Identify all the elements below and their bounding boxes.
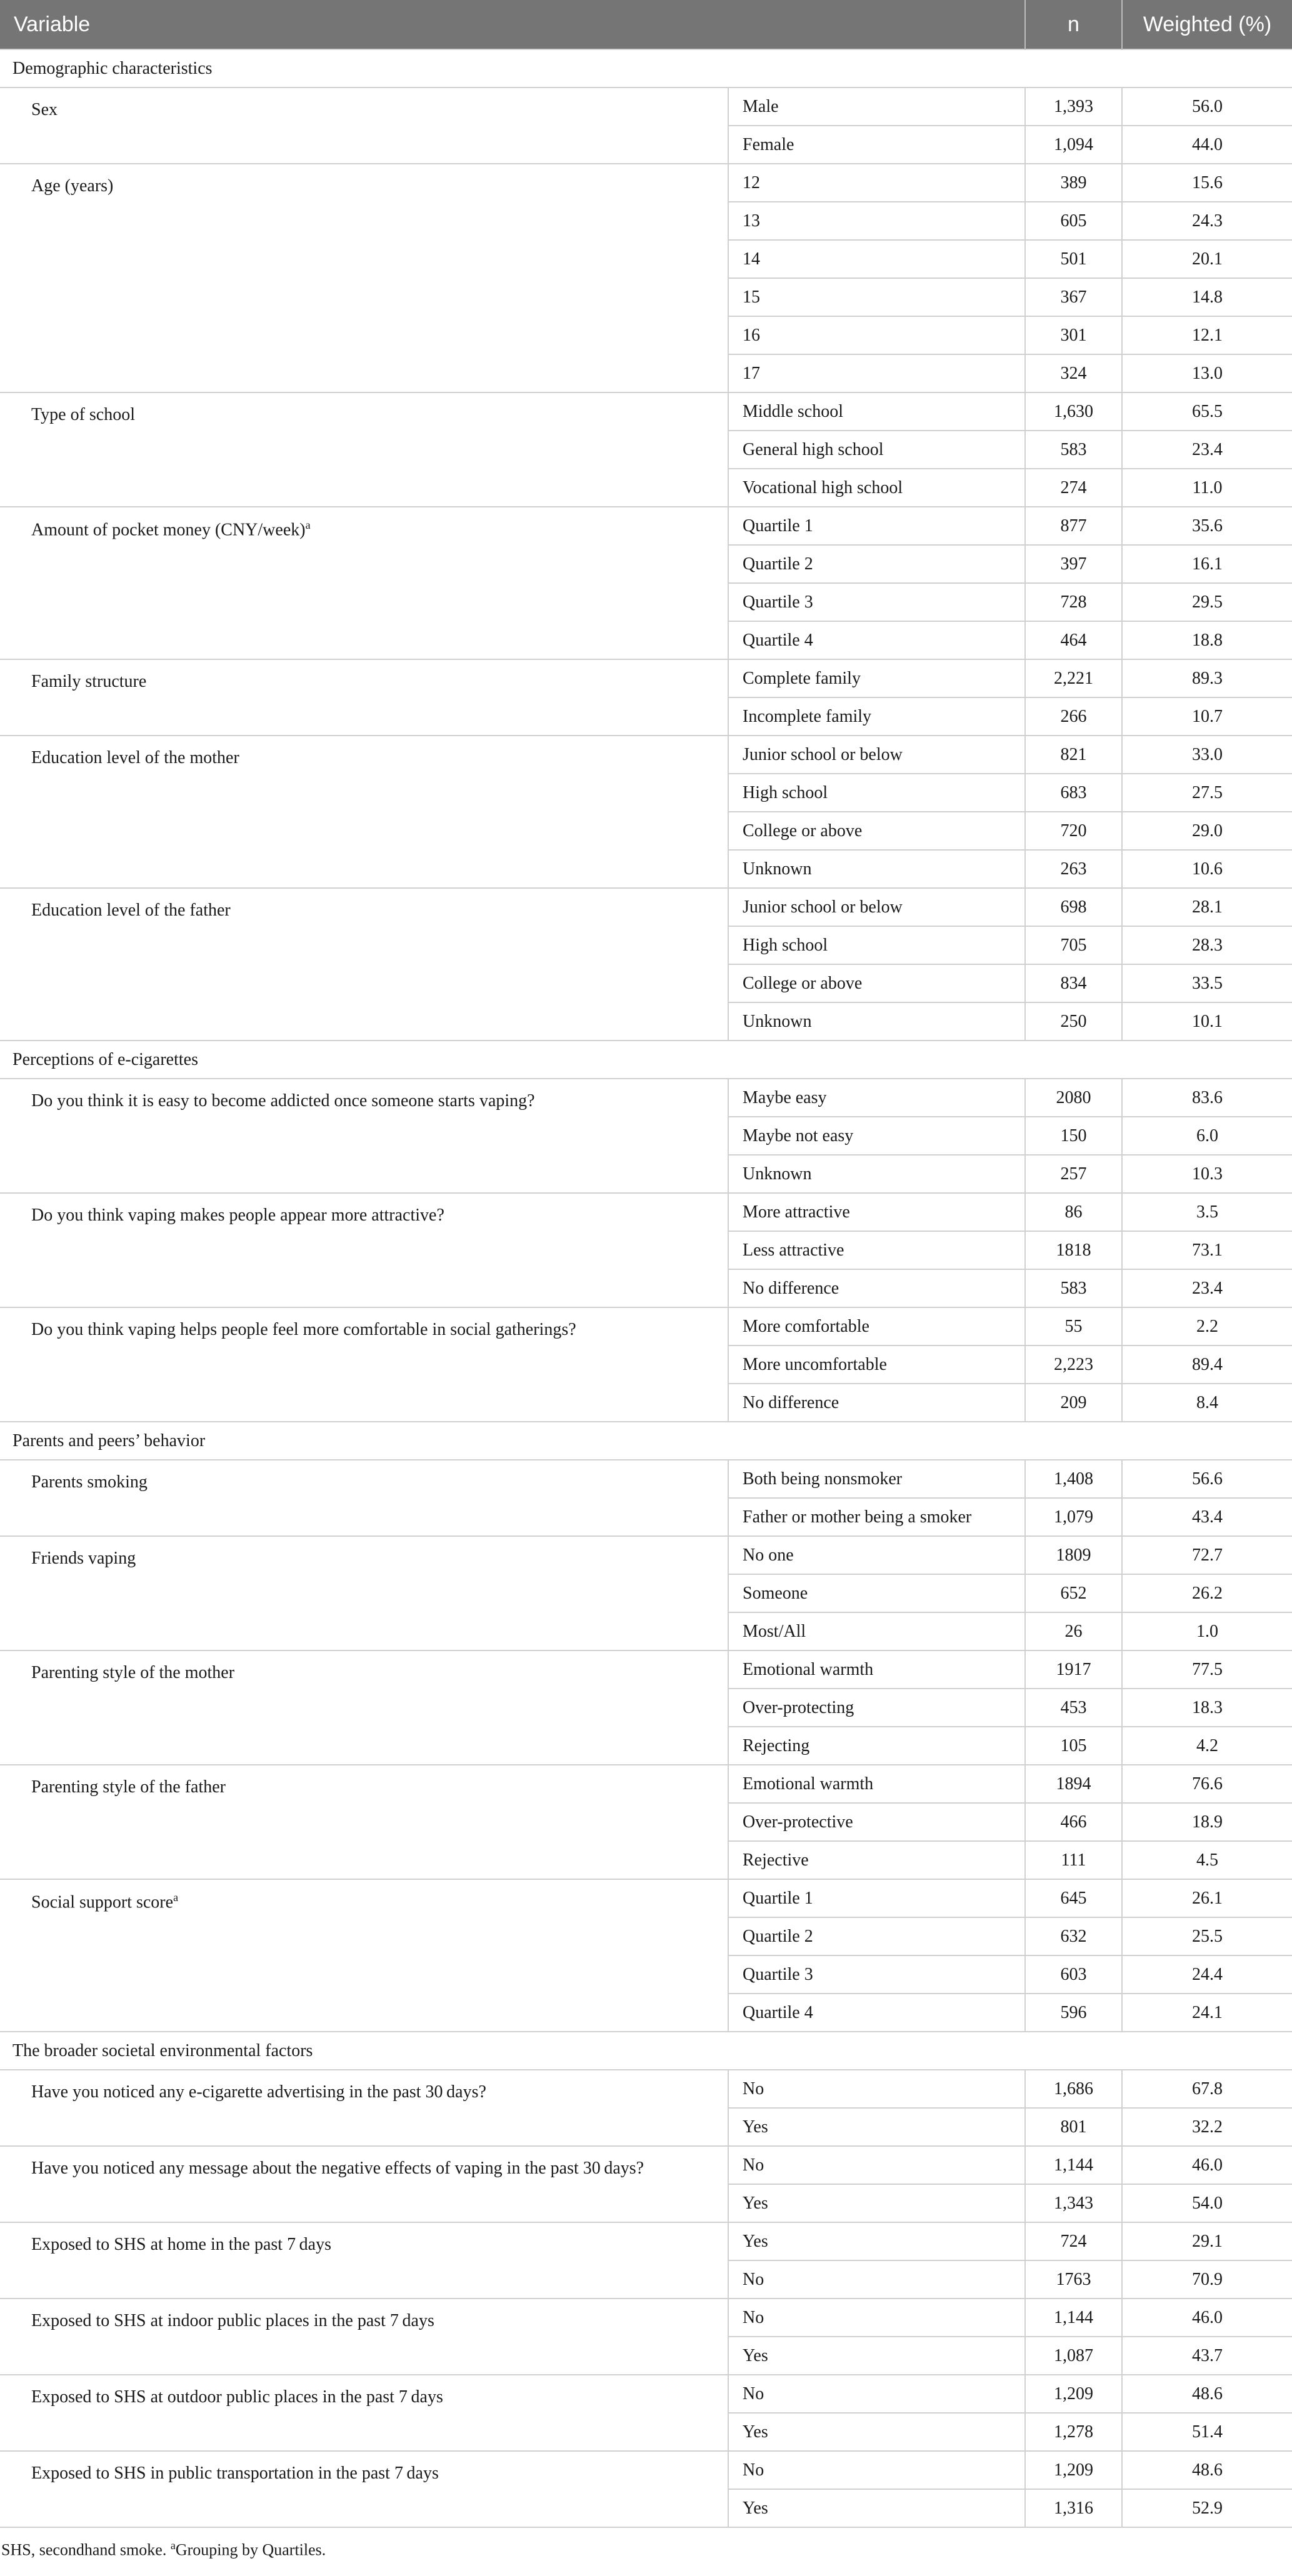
section-title: Parents and peers’ behavior [0,1422,1292,1460]
n-cell: 652 [1025,1574,1122,1612]
n-cell: 367 [1025,278,1122,316]
variable-label-text: Education level of the mother [31,748,239,767]
weighted-cell: 83.6 [1122,1079,1292,1117]
category-cell: Quartile 4 [728,1994,1025,2032]
table-row [0,659,1292,697]
category-cell: Junior school or below [728,736,1025,774]
variable-label-text: Exposed to SHS at indoor public places in the past 7 days [31,2311,434,2330]
weighted-cell: 77.5 [1122,1650,1292,1689]
weighted-cell: 26.1 [1122,1879,1292,1917]
variable-label [0,1307,728,1422]
category-cell: Quartile 3 [728,583,1025,621]
weighted-cell: 33.0 [1122,736,1292,774]
section-title: The broader societal environmental factors [0,2032,1292,2070]
n-cell: 1,278 [1025,2413,1122,2451]
weighted-cell: 76.6 [1122,1765,1292,1803]
weighted-cell: 28.3 [1122,926,1292,964]
n-cell: 209 [1025,1384,1122,1422]
n-cell: 724 [1025,2222,1122,2260]
weighted-cell: 56.0 [1122,87,1292,126]
category-cell: Complete family [728,659,1025,697]
header-weighted: Weighted (%) [1122,0,1292,49]
footnote-mark: a [170,2539,176,2552]
weighted-cell: 15.6 [1122,164,1292,202]
category-cell: Father or mother being a smoker [728,1498,1025,1536]
weighted-cell: 20.1 [1122,240,1292,278]
n-cell: 1,144 [1025,2299,1122,2337]
weighted-cell: 4.5 [1122,1841,1292,1879]
variable-label-text: Social support score [31,1892,174,1912]
n-cell: 632 [1025,1917,1122,1955]
n-cell: 2,223 [1025,1345,1122,1384]
category-cell: 12 [728,164,1025,202]
weighted-cell: 6.0 [1122,1117,1292,1155]
n-cell: 86 [1025,1193,1122,1231]
section-row [0,2032,1292,2070]
variable-label [0,87,728,164]
table-row [0,2070,1292,2108]
section-row [0,49,1292,87]
section-row [0,1422,1292,1460]
category-cell: Both being nonsmoker [728,1460,1025,1498]
weighted-cell: 24.1 [1122,1994,1292,2032]
n-cell: 720 [1025,812,1122,850]
footnote [0,2528,1292,2560]
n-cell: 605 [1025,202,1122,240]
variable-label-text: Age (years) [31,176,114,196]
section-title: Demographic characteristics [0,49,1292,87]
category-cell: No [728,2260,1025,2299]
table-row [0,1650,1292,1689]
category-cell: Unknown [728,850,1025,888]
category-cell: Emotional warmth [728,1650,1025,1689]
n-cell: 274 [1025,469,1122,507]
weighted-cell: 14.8 [1122,278,1292,316]
category-cell: Yes [728,2108,1025,2146]
n-cell: 1809 [1025,1536,1122,1574]
weighted-cell: 48.6 [1122,2451,1292,2489]
section-row [0,1041,1292,1079]
variable-label [0,1650,728,1765]
category-cell: Junior school or below [728,888,1025,926]
n-cell: 257 [1025,1155,1122,1193]
category-cell: Emotional warmth [728,1765,1025,1803]
weighted-cell: 54.0 [1122,2184,1292,2222]
category-cell: Quartile 1 [728,1879,1025,1917]
table-row [0,2222,1292,2260]
n-cell: 645 [1025,1879,1122,1917]
variable-label-text: Have you noticed any message about the negative effects of vaping in the past 30 days? [31,2159,644,2178]
n-cell: 1894 [1025,1765,1122,1803]
footnote-marker: a [173,1891,179,1904]
n-cell: 1,630 [1025,392,1122,431]
n-cell: 1,144 [1025,2146,1122,2184]
weighted-cell: 89.3 [1122,659,1292,697]
category-cell: Over-protective [728,1803,1025,1841]
weighted-cell: 1.0 [1122,1612,1292,1650]
category-cell: Unknown [728,1155,1025,1193]
table-row [0,1879,1292,1917]
category-cell: Rejecting [728,1727,1025,1765]
n-cell: 705 [1025,926,1122,964]
variable-label-text: Type of school [31,405,136,424]
n-cell: 105 [1025,1727,1122,1765]
category-cell: Quartile 2 [728,545,1025,583]
variable-label [0,2070,728,2146]
n-cell: 301 [1025,316,1122,354]
variable-label-text: Parenting style of the mother [31,1663,235,1682]
category-cell: No difference [728,1384,1025,1422]
category-cell: No one [728,1536,1025,1574]
weighted-cell: 23.4 [1122,431,1292,469]
n-cell: 501 [1025,240,1122,278]
n-cell: 2,221 [1025,659,1122,697]
category-cell: Middle school [728,392,1025,431]
footnote-text: SHS, secondhand smoke. [1,2540,171,2559]
weighted-cell: 26.2 [1122,1574,1292,1612]
weighted-cell: 10.1 [1122,1002,1292,1041]
n-cell: 683 [1025,774,1122,812]
category-cell: Rejective [728,1841,1025,1879]
n-cell: 250 [1025,1002,1122,1041]
variable-label [0,1765,728,1879]
table-row [0,1193,1292,1231]
weighted-cell: 46.0 [1122,2299,1292,2337]
n-cell: 1,686 [1025,2070,1122,2108]
variable-label [0,2146,728,2222]
variable-label-text: Do you think it is easy to become addicted once someone starts vaping? [31,1091,535,1111]
category-cell: No [728,2299,1025,2337]
n-cell: 1,087 [1025,2337,1122,2375]
n-cell: 466 [1025,1803,1122,1841]
table-row [0,2451,1292,2489]
category-cell: Quartile 3 [728,1955,1025,1994]
weighted-cell: 70.9 [1122,2260,1292,2299]
category-cell: No [728,2146,1025,2184]
weighted-cell: 29.1 [1122,2222,1292,2260]
table-row [0,1307,1292,1345]
weighted-cell: 52.9 [1122,2489,1292,2527]
variable-label-text: Friends vaping [31,1549,136,1568]
n-cell: 1,079 [1025,1498,1122,1536]
weighted-cell: 56.6 [1122,1460,1292,1498]
n-cell: 1818 [1025,1231,1122,1269]
weighted-cell: 43.4 [1122,1498,1292,1536]
n-cell: 834 [1025,964,1122,1002]
variable-label [0,659,728,736]
category-cell: No [728,2375,1025,2413]
table-row [0,1765,1292,1803]
variable-label-text: Have you noticed any e-cigarette advertising in the past 30 days? [31,2082,486,2102]
variable-label-text: Parents smoking [31,1472,148,1492]
weighted-cell: 89.4 [1122,1345,1292,1384]
table-row [0,2375,1292,2413]
n-cell: 1,094 [1025,126,1122,164]
table-row [0,736,1292,774]
table-body [0,49,1292,2527]
n-cell: 728 [1025,583,1122,621]
variable-label [0,1460,728,1536]
weighted-cell: 43.7 [1122,2337,1292,2375]
weighted-cell: 29.5 [1122,583,1292,621]
weighted-cell: 48.6 [1122,2375,1292,2413]
weighted-cell: 28.1 [1122,888,1292,926]
n-cell: 1,316 [1025,2489,1122,2527]
weighted-cell: 25.5 [1122,1917,1292,1955]
category-cell: Over-protecting [728,1689,1025,1727]
category-cell: Male [728,87,1025,126]
weighted-cell: 4.2 [1122,1727,1292,1765]
weighted-cell: 2.2 [1122,1307,1292,1345]
table-row [0,2146,1292,2184]
table-row [0,87,1292,126]
category-cell: Yes [728,2413,1025,2451]
n-cell: 1,209 [1025,2451,1122,2489]
weighted-cell: 33.5 [1122,964,1292,1002]
category-cell: General high school [728,431,1025,469]
category-cell: No [728,2451,1025,2489]
category-cell: Someone [728,1574,1025,1612]
weighted-cell: 10.6 [1122,850,1292,888]
weighted-cell: 13.0 [1122,354,1292,392]
category-cell: More attractive [728,1193,1025,1231]
variable-label-text: Exposed to SHS in public transportation in the past 7 days [31,2464,439,2483]
category-cell: Less attractive [728,1231,1025,1269]
n-cell: 1,343 [1025,2184,1122,2222]
weighted-cell: 24.4 [1122,1955,1292,1994]
table-row [0,1536,1292,1574]
weighted-cell: 73.1 [1122,1231,1292,1269]
variable-label-text: Family structure [31,672,147,691]
category-cell: 17 [728,354,1025,392]
table-row [0,392,1292,431]
variable-label [0,1536,728,1650]
weighted-cell: 67.8 [1122,2070,1292,2108]
n-cell: 266 [1025,697,1122,736]
weighted-cell: 11.0 [1122,469,1292,507]
variable-label [0,2299,728,2375]
variable-label [0,1193,728,1307]
table-header-row [0,0,1292,49]
weighted-cell: 32.2 [1122,2108,1292,2146]
table-row [0,507,1292,545]
weighted-cell: 44.0 [1122,126,1292,164]
category-cell: Maybe easy [728,1079,1025,1117]
category-cell: 14 [728,240,1025,278]
variable-label [0,736,728,888]
section-title: Perceptions of e-cigarettes [0,1041,1292,1079]
n-cell: 603 [1025,1955,1122,1994]
category-cell: College or above [728,964,1025,1002]
category-cell: More uncomfortable [728,1345,1025,1384]
n-cell: 1,393 [1025,87,1122,126]
table-row [0,2299,1292,2337]
weighted-cell: 46.0 [1122,2146,1292,2184]
category-cell: High school [728,926,1025,964]
n-cell: 324 [1025,354,1122,392]
n-cell: 464 [1025,621,1122,659]
variable-label-text: Amount of pocket money (CNY/week) [31,520,306,540]
n-cell: 150 [1025,1117,1122,1155]
n-cell: 26 [1025,1612,1122,1650]
footnote-text2: Grouping by Quartiles. [175,2540,326,2559]
category-cell: High school [728,774,1025,812]
weighted-cell: 29.0 [1122,812,1292,850]
n-cell: 263 [1025,850,1122,888]
weighted-cell: 65.5 [1122,392,1292,431]
footnote-marker: a [305,519,311,531]
weighted-cell: 18.9 [1122,1803,1292,1841]
variable-label-text: Exposed to SHS at home in the past 7 days [31,2235,332,2254]
weighted-cell: 3.5 [1122,1193,1292,1231]
n-cell: 596 [1025,1994,1122,2032]
category-cell: 16 [728,316,1025,354]
n-cell: 583 [1025,1269,1122,1307]
weighted-cell: 18.3 [1122,1689,1292,1727]
category-cell: Female [728,126,1025,164]
category-cell: No [728,2070,1025,2108]
n-cell: 1,408 [1025,1460,1122,1498]
variable-label-text: Education level of the father [31,901,231,920]
variable-label-text: Parenting style of the father [31,1777,226,1797]
category-cell: Yes [728,2489,1025,2527]
header-n: n [1025,0,1122,49]
category-cell: More comfortable [728,1307,1025,1345]
n-cell: 877 [1025,507,1122,545]
variable-label-text: Sex [31,100,58,119]
variable-label [0,2451,728,2527]
n-cell: 698 [1025,888,1122,926]
category-cell: 15 [728,278,1025,316]
n-cell: 583 [1025,431,1122,469]
n-cell: 1763 [1025,2260,1122,2299]
variable-label-text: Do you think vaping makes people appear more attractive? [31,1206,444,1225]
variable-label [0,1879,728,2032]
variable-label [0,888,728,1041]
table-row [0,1460,1292,1498]
table-row [0,164,1292,202]
variable-label [0,392,728,507]
weighted-cell: 24.3 [1122,202,1292,240]
table-row [0,888,1292,926]
n-cell: 821 [1025,736,1122,774]
category-cell: Quartile 2 [728,1917,1025,1955]
weighted-cell: 10.7 [1122,697,1292,736]
weighted-cell: 23.4 [1122,1269,1292,1307]
category-cell: Yes [728,2337,1025,2375]
weighted-cell: 35.6 [1122,507,1292,545]
n-cell: 55 [1025,1307,1122,1345]
variable-label [0,2375,728,2451]
weighted-cell: 8.4 [1122,1384,1292,1422]
n-cell: 1917 [1025,1650,1122,1689]
weighted-cell: 27.5 [1122,774,1292,812]
category-cell: Unknown [728,1002,1025,1041]
category-cell: College or above [728,812,1025,850]
weighted-cell: 12.1 [1122,316,1292,354]
header-variable: Variable [0,0,1025,49]
n-cell: 453 [1025,1689,1122,1727]
variable-label [0,164,728,392]
weighted-cell: 16.1 [1122,545,1292,583]
variable-label [0,507,728,659]
category-cell: 13 [728,202,1025,240]
category-cell: No difference [728,1269,1025,1307]
n-cell: 111 [1025,1841,1122,1879]
variable-label [0,1079,728,1193]
category-cell: Quartile 1 [728,507,1025,545]
category-cell: Yes [728,2222,1025,2260]
weighted-cell: 72.7 [1122,1536,1292,1574]
category-cell: Vocational high school [728,469,1025,507]
weighted-cell: 18.8 [1122,621,1292,659]
n-cell: 397 [1025,545,1122,583]
weighted-cell: 51.4 [1122,2413,1292,2451]
weighted-cell: 10.3 [1122,1155,1292,1193]
n-cell: 389 [1025,164,1122,202]
category-cell: Yes [728,2184,1025,2222]
category-cell: Most/All [728,1612,1025,1650]
category-cell: Incomplete family [728,697,1025,736]
n-cell: 1,209 [1025,2375,1122,2413]
n-cell: 2080 [1025,1079,1122,1117]
table-row [0,1079,1292,1117]
variable-label [0,2222,728,2299]
variable-label-text: Do you think vaping helps people feel more comfortable in social gatherings? [31,1320,576,1339]
n-cell: 801 [1025,2108,1122,2146]
variable-label-text: Exposed to SHS at outdoor public places in the past 7 days [31,2387,443,2407]
category-cell: Maybe not easy [728,1117,1025,1155]
category-cell: Quartile 4 [728,621,1025,659]
